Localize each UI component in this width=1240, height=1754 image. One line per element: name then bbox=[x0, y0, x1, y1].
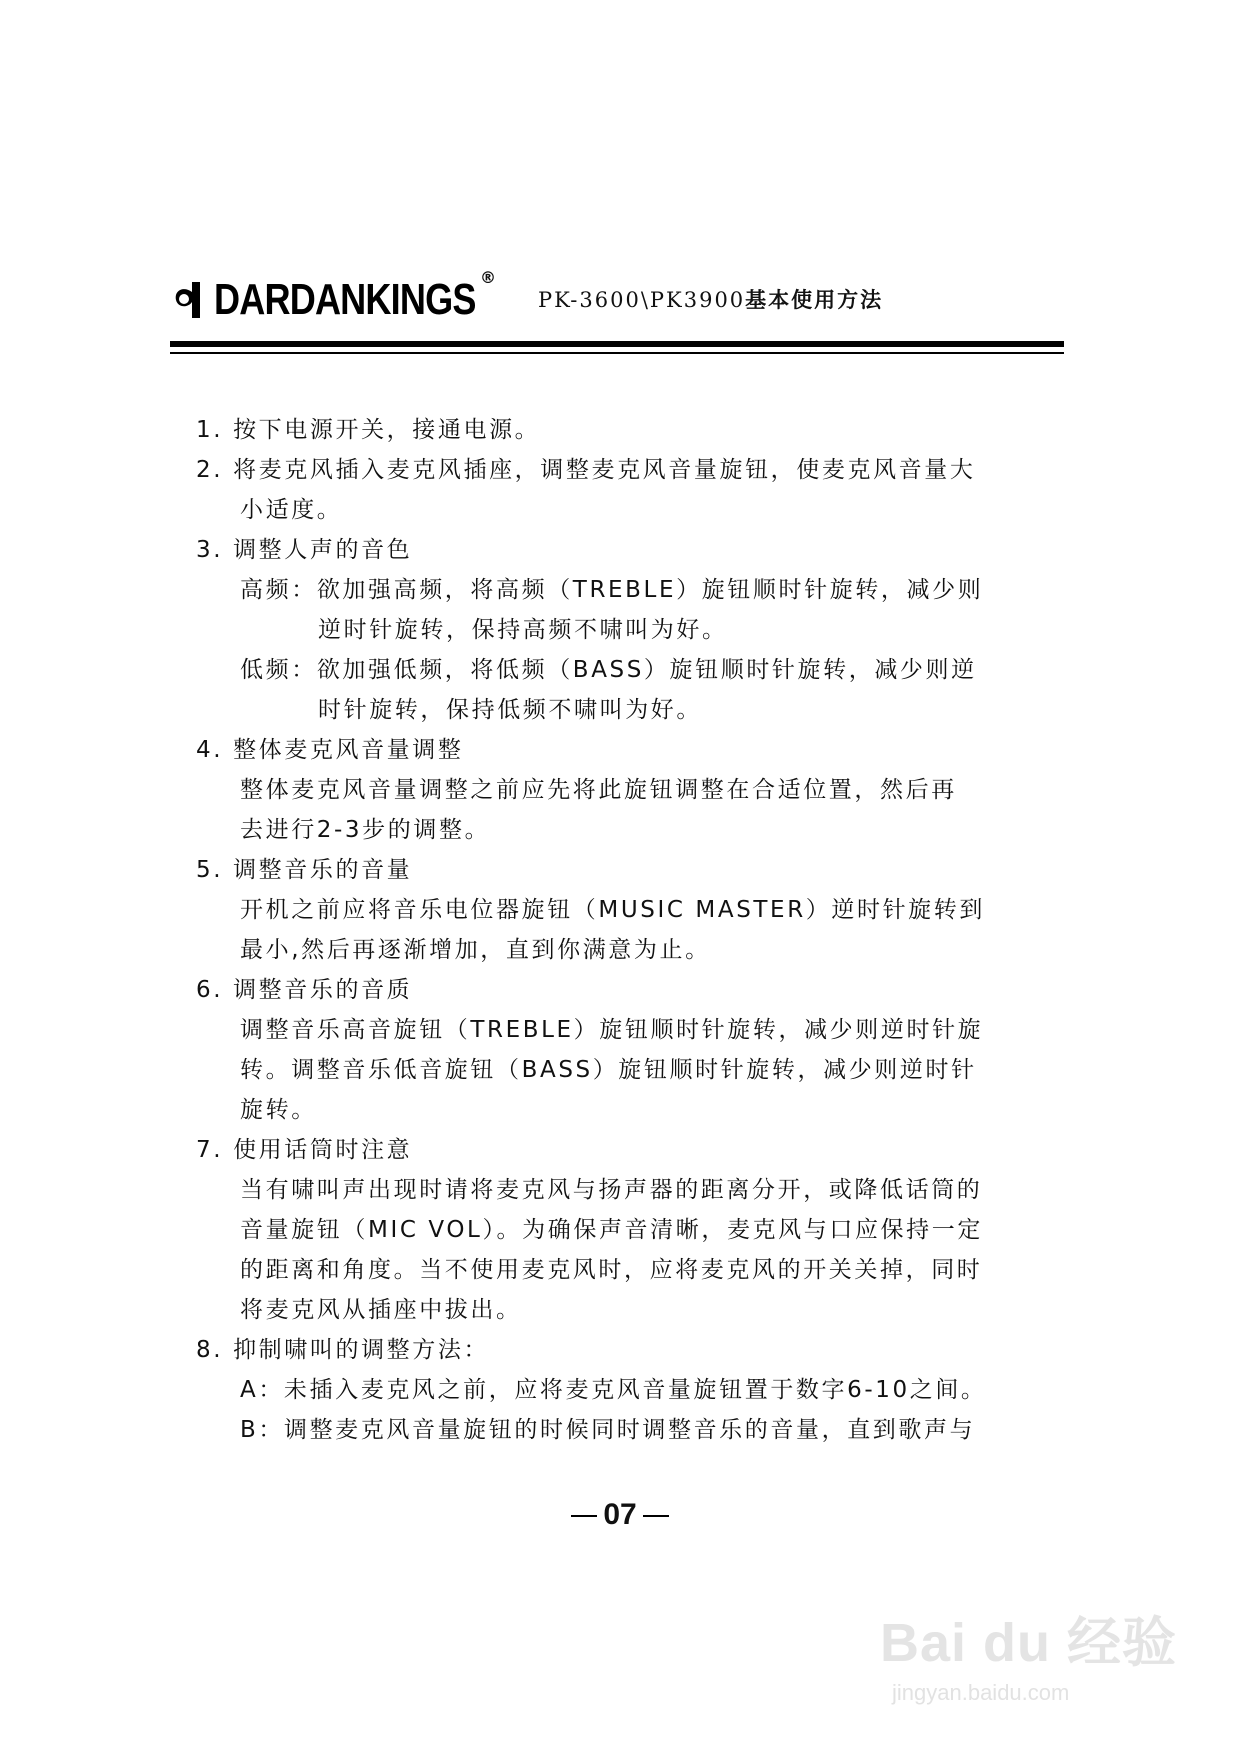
item-body: 将麦克风从插座中拔出。 bbox=[240, 1297, 522, 1323]
watermark-url: jingyan.baidu.com bbox=[892, 1680, 1070, 1705]
item-body: 的距离和角度。当不使用麦克风时，应将麦克风的开关关掉，同时 bbox=[240, 1257, 983, 1283]
item-body: 去进行2-3步的调整。 bbox=[240, 817, 491, 843]
sub-item-treble bbox=[196, 570, 1076, 610]
item-number: 2. bbox=[196, 457, 224, 483]
item-number: 3. bbox=[196, 537, 224, 563]
item-body: 当有啸叫声出现时请将麦克风与扬声器的距离分开，或降低话筒的 bbox=[240, 1177, 983, 1203]
item-text: 调整音乐的音量 bbox=[233, 857, 413, 883]
item-text: 整体麦克风音量调整 bbox=[233, 737, 464, 763]
sub-text: 欲加强低频，将低频（BASS）旋钮顺时针旋转，减少则逆 bbox=[316, 657, 977, 683]
list-item bbox=[196, 1130, 1076, 1170]
model-code: PK-3600\PK3900 bbox=[538, 288, 746, 312]
sub-continuation: 时针旋转，保持低频不啸叫为好。 bbox=[318, 697, 702, 723]
title-cn: 基本使用方法 bbox=[745, 288, 884, 312]
logo-mark-icon bbox=[170, 278, 212, 322]
instructions-list bbox=[196, 410, 1076, 1450]
header-rule-thick bbox=[170, 341, 1064, 347]
item-body: 转。调整音乐低音旋钮（BASS）旋钮顺时针旋转，减少则逆时针 bbox=[240, 1057, 977, 1083]
document-title bbox=[538, 284, 883, 314]
item-text: 调整音乐的音质 bbox=[233, 977, 413, 1003]
watermark-logo: Bai du 经验 bbox=[880, 1613, 1178, 1673]
list-item bbox=[196, 410, 1076, 450]
item-text: 将麦克风插入麦克风插座，调整麦克风音量旋钮，使麦克风音量大 bbox=[233, 457, 976, 483]
brand-name: DARDANKINGS bbox=[214, 275, 476, 324]
item-body: 调整音乐高音旋钮（TREBLE）旋钮顺时针旋转，减少则逆时针旋 bbox=[240, 1017, 984, 1043]
list-item bbox=[196, 1330, 1076, 1370]
item-number: 7. bbox=[196, 1137, 224, 1163]
list-item bbox=[196, 530, 1076, 570]
sub-text: 欲加强高频，将高频（TREBLE）旋钮顺时针旋转，减少则 bbox=[316, 577, 984, 603]
page-number-text: 07 bbox=[603, 1498, 637, 1531]
item-text: 调整人声的音色 bbox=[233, 537, 413, 563]
item-continuation: 小适度。 bbox=[240, 497, 343, 523]
list-item bbox=[196, 730, 1076, 770]
list-item bbox=[196, 850, 1076, 890]
item-text: 按下电源开关，接通电源。 bbox=[233, 417, 541, 443]
sub-item-bass bbox=[196, 650, 1076, 690]
sub-label: 高频： bbox=[240, 577, 317, 603]
item-body: A：未插入麦克风之前，应将麦克风音量旋钮置于数字6-10之间。 bbox=[240, 1377, 987, 1403]
item-number: 5. bbox=[196, 857, 224, 883]
item-text: 抑制啸叫的调整方法： bbox=[233, 1337, 490, 1363]
brand-logo bbox=[170, 270, 533, 330]
item-body: 开机之前应将音乐电位器旋钮（MUSIC MASTER）逆时针旋转到 bbox=[240, 897, 985, 923]
item-body: 音量旋钮（MIC VOL）。为确保声音清晰，麦克风与口应保持一定 bbox=[240, 1217, 983, 1243]
registered-mark: ® bbox=[480, 268, 496, 287]
item-body: 旋转。 bbox=[240, 1097, 317, 1123]
item-body: B：调整麦克风音量旋钮的时候同时调整音乐的音量，直到歌声与 bbox=[240, 1417, 976, 1443]
watermark bbox=[880, 1600, 1180, 1720]
list-item bbox=[196, 450, 1076, 490]
dash-left bbox=[571, 1515, 597, 1517]
page-number bbox=[0, 1498, 1240, 1532]
item-number: 8. bbox=[196, 1337, 224, 1363]
page-header bbox=[170, 270, 1070, 330]
list-item bbox=[196, 970, 1076, 1010]
header-rule-thin bbox=[170, 352, 1064, 354]
item-number: 6. bbox=[196, 977, 224, 1003]
item-number: 1. bbox=[196, 417, 224, 443]
sub-continuation: 逆时针旋转，保持高频不啸叫为好。 bbox=[318, 617, 728, 643]
sub-label: 低频： bbox=[240, 657, 317, 683]
item-body: 最小,然后再逐渐增加，直到你满意为止。 bbox=[240, 937, 711, 963]
item-number: 4. bbox=[196, 737, 224, 763]
item-body: 整体麦克风音量调整之前应先将此旋钮调整在合适位置，然后再 bbox=[240, 777, 957, 803]
item-text: 使用话筒时注意 bbox=[233, 1137, 413, 1163]
dash-right bbox=[643, 1515, 669, 1517]
